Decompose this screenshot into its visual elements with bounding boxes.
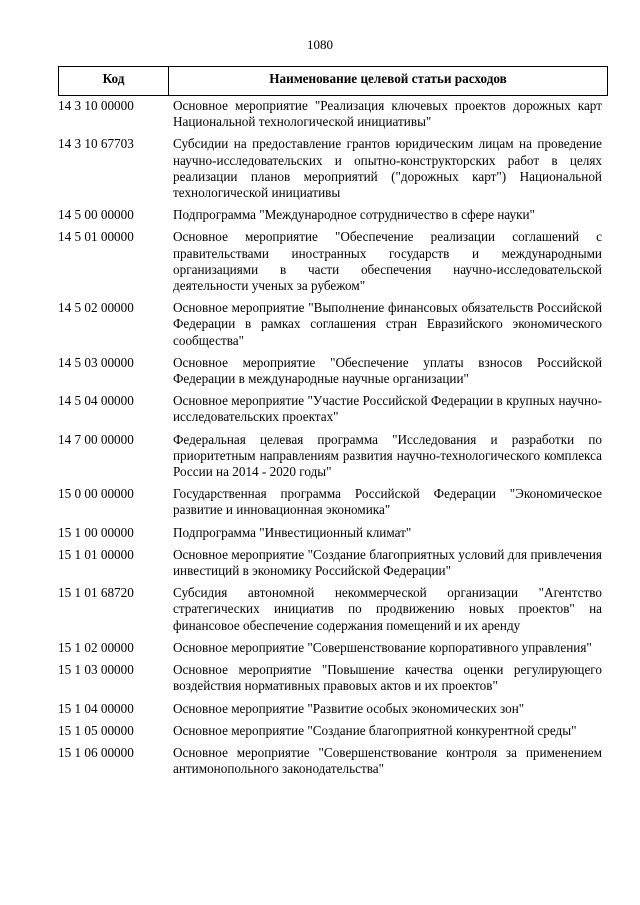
row-name: Субсидии на предоставление грантов юридическим лицам на проведение научно-исследовательских и опытно-конструкторских работ в целях реализации планов мероприятий ("дорожных карт") Национальной технологической инициативы [173,136,602,201]
table-body [58,98,608,783]
table-row [58,723,608,739]
table-row [58,300,608,349]
row-code: 15 1 01 68720 [58,585,134,601]
row-code: 14 5 01 00000 [58,229,134,245]
row-code: 15 1 00 00000 [58,524,134,540]
row-code: 14 7 00 00000 [58,431,134,447]
table-header [58,66,608,96]
row-name: Основное мероприятие "Участие Российской Федерации в крупных научно-исследовательских проектах" [173,393,602,425]
row-name: Государственная программа Российской Федерации "Экономическое развитие и инновационная экономика" [173,486,602,518]
row-name: Подпрограмма "Международное сотрудничество в сфере науки" [173,207,535,223]
row-name: Основное мероприятие "Выполнение финансовых обязательств Российской Федерации в рамках соглашения стран Евразийского экономического сообщества" [173,300,602,348]
row-name: Основное мероприятие "Совершенствование контроля за применением антимонопольного законодательства" [173,744,602,777]
table-row [58,136,608,201]
table-row [58,393,608,425]
page-number: 1080 [307,37,333,52]
table-row [58,207,608,223]
row-code: 14 5 02 00000 [58,300,134,316]
row-name: Основное мероприятие "Повышение качества оценки регулирующего воздействия нормативных правовых актов и их проектов" [173,662,602,694]
row-name: Подпрограмма "Инвестиционный климат" [173,524,412,540]
table-row [58,525,608,541]
row-code: 14 5 00 00000 [58,207,134,223]
table-row [58,486,608,518]
table-row [58,547,608,579]
row-name: Основное мероприятие "Совершенствование корпоративного управления" [173,639,592,655]
row-code: 15 0 00 00000 [58,486,134,502]
table-row [58,98,608,130]
row-code: 14 3 10 00000 [58,98,134,113]
row-code: 15 1 04 00000 [58,700,134,716]
row-name: Основное мероприятие "Развитие особых экономических зон" [173,700,525,716]
table-row [58,585,608,634]
row-name: Основное мероприятие "Обеспечение уплаты взносов Российской Федерации в международные научные организации" [173,354,602,387]
table-row [58,229,608,294]
header-code: Код [59,67,169,95]
row-code: 15 1 02 00000 [58,639,134,655]
row-name: Основное мероприятие "Создание благоприятных условий для привлечения инвестиций в экономику Российской Федерации" [173,546,602,579]
table-row [58,701,608,717]
row-name: Основное мероприятие "Создание благоприятной конкурентной среды" [173,722,577,738]
table-row [58,355,608,387]
row-name: Федеральная целевая программа "Исследования и разработки по приоритетным направлениям развития научно-технологического комплекса России на 2014 - 2020 годы" [173,431,602,480]
row-code: 15 1 05 00000 [58,722,134,738]
row-code: 14 5 03 00000 [58,354,134,370]
row-name: Основное мероприятие "Обеспечение реализации соглашений с правительствами иностранных государств и международными организациями в части обеспечения научно-исследовательской деятельности ученых за рубежом" [173,229,602,294]
header-name: Наименование целевой статьи расходов [269,71,507,86]
row-code: 14 5 04 00000 [58,393,134,409]
table-row [58,662,608,694]
row-code: 15 1 01 00000 [58,546,134,562]
row-code: 15 1 03 00000 [58,662,134,678]
row-code: 15 1 06 00000 [58,744,134,760]
table-row [58,640,608,656]
table-row [58,432,608,481]
row-name: Основное мероприятие "Реализация ключевых проектов дорожных карт Национальной технологической инициативы" [173,98,602,130]
row-code: 14 3 10 67703 [58,136,134,152]
row-name: Субсидия автономной некоммерческой организации "Агентство стратегических инициатив по продвижению новых проектов" на финансовое обеспечение содержания помещений и их аренду [173,585,602,633]
table-row [58,745,608,777]
